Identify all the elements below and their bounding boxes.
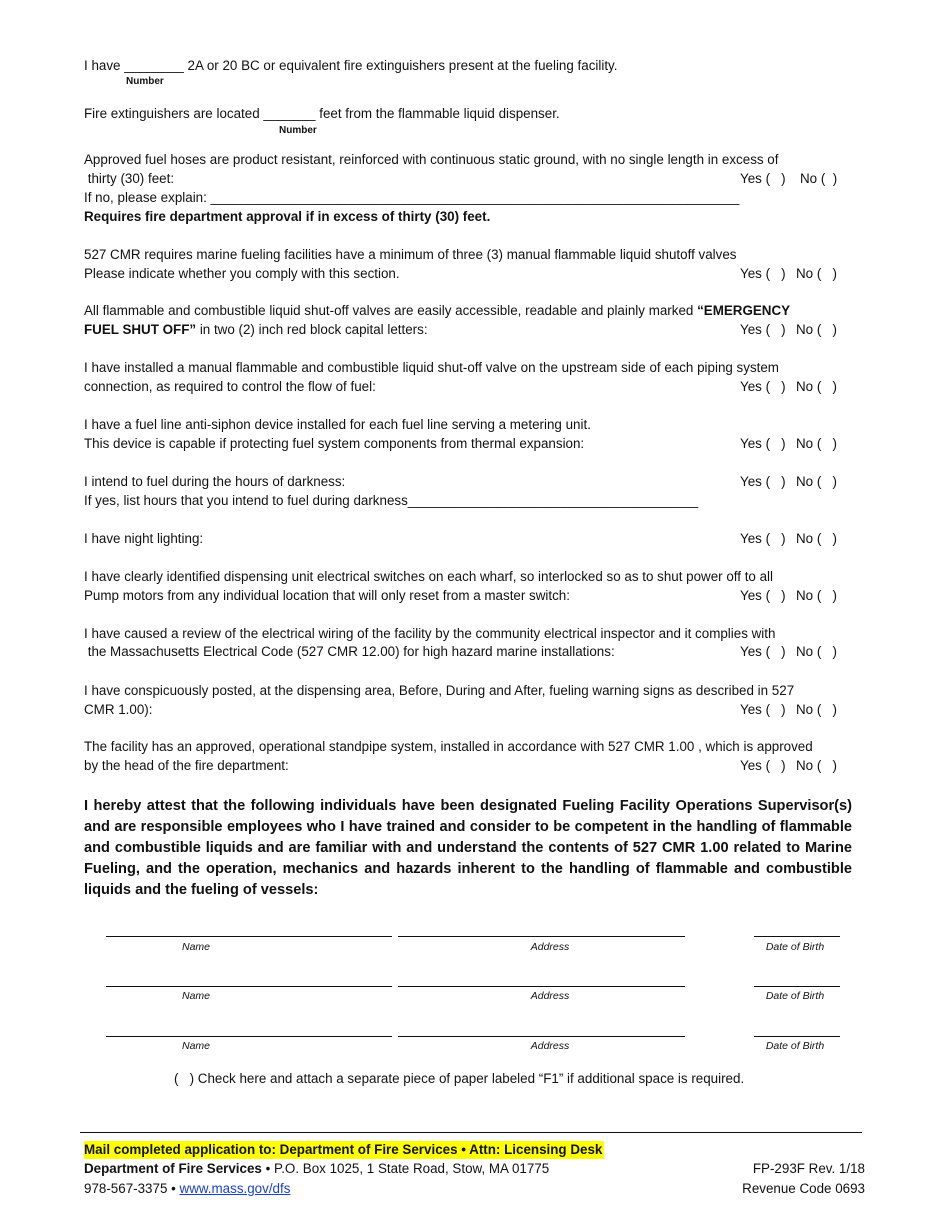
shutoff-valves-yes-checkbox[interactable]: Yes ( ) (740, 266, 786, 281)
standpipe-yes-checkbox[interactable]: Yes ( ) (740, 758, 786, 773)
fuel-hose-explain-field[interactable]: If no, please explain: _______________________________________________________________________ (84, 190, 740, 205)
address-field[interactable] (398, 936, 685, 937)
upstream-valve-question-cont: connection, as required to control the flow of fuel: (84, 379, 376, 394)
address-label: Address (530, 1040, 570, 1052)
darkness-fueling-yes-checkbox[interactable]: Yes ( ) (740, 474, 786, 489)
upstream-valve-question: I have installed a manual flammable and combustible liquid shut-off valve on the upstream side of each piping system (84, 360, 779, 375)
anti-siphon-question: I have a fuel line anti-siphon device installed for each fuel line serving a metering unit. (84, 417, 591, 432)
warning-signs-no-checkbox[interactable]: No ( ) (796, 702, 837, 717)
date-of-birth-field[interactable] (754, 1036, 840, 1037)
fuel-hose-question: Approved fuel hoses are product resistant, reinforced with continuous static ground, with no single length in excess of (84, 152, 779, 167)
electrical-switches-yes-checkbox[interactable]: Yes ( ) (740, 588, 786, 603)
standpipe-question: The facility has an approved, operational standpipe system, installed in accordance with 527 CMR 1.00 , which is approved (84, 739, 813, 754)
shutoff-valves-question-cont: Please indicate whether you comply with this section. (84, 266, 400, 281)
emergency-marking-question-cont: FUEL SHUT OFF” in two (2) inch red block capital letters: (84, 322, 428, 337)
electrical-switches-no-checkbox[interactable]: No ( ) (796, 588, 837, 603)
date-of-birth-field[interactable] (754, 986, 840, 987)
extinguisher-count-question: I have ________ 2A or 20 BC or equivalent fire extinguishers present at the fueling facility. (84, 58, 618, 73)
date-of-birth-label: Date of Birth (765, 941, 825, 953)
standpipe-question-cont: by the head of the fire department: (84, 758, 289, 773)
wiring-review-no-checkbox[interactable]: No ( ) (796, 644, 837, 659)
warning-signs-yes-checkbox[interactable]: Yes ( ) (740, 702, 786, 717)
darkness-fueling-question: I intend to fuel during the hours of darkness: (84, 474, 346, 489)
department-address: Department of Fire Services • P.O. Box 1025, 1 State Road, Stow, MA 01775 (84, 1161, 550, 1176)
name-label: Name (181, 941, 210, 953)
fuel-hose-no-checkbox[interactable]: No ( ) (800, 171, 838, 186)
name-label: Name (181, 1040, 210, 1052)
footer-divider (80, 1132, 862, 1133)
fuel-hose-question-cont: thirty (30) feet: (84, 171, 175, 186)
wiring-review-question: I have caused a review of the electrical wiring of the facility by the community electrical inspector and it complies with (84, 626, 776, 641)
darkness-fueling-no-checkbox[interactable]: No ( ) (796, 474, 837, 489)
night-lighting-question: I have night lighting: (84, 531, 204, 546)
fuel-hose-note: Requires fire department approval if in excess of thirty (30) feet. (84, 209, 491, 224)
wiring-review-yes-checkbox[interactable]: Yes ( ) (740, 644, 786, 659)
upstream-valve-no-checkbox[interactable]: No ( ) (796, 379, 837, 394)
website-link[interactable]: www.mass.gov/dfs (179, 1181, 291, 1196)
shutoff-valves-question: 527 CMR requires marine fueling facilities have a minimum of three (3) manual flammable liquid shutoff valves (84, 247, 737, 262)
contact-line (84, 1180, 290, 1198)
address-label: Address (530, 990, 570, 1002)
shutoff-valves-no-checkbox[interactable]: No ( ) (796, 266, 837, 281)
anti-siphon-no-checkbox[interactable]: No ( ) (796, 436, 837, 451)
anti-siphon-yes-checkbox[interactable]: Yes ( ) (740, 436, 786, 451)
electrical-switches-question: I have clearly identified dispensing unit electrical switches on each wharf, so interlocked so as to shut power off to all (84, 569, 773, 584)
warning-signs-question-cont: CMR 1.00): (84, 702, 153, 717)
night-lighting-yes-checkbox[interactable]: Yes ( ) (740, 531, 786, 546)
mail-to-banner: Mail completed application to: Department of Fire Services • Attn: Licensing Desk (84, 1142, 603, 1157)
additional-space-checkbox[interactable]: ( ) Check here and attach a separate piece of paper labeled “F1” if additional space is required. (174, 1071, 745, 1086)
address-field[interactable] (398, 1036, 685, 1037)
name-field[interactable] (106, 1036, 392, 1037)
name-label: Name (181, 990, 210, 1002)
date-of-birth-label: Date of Birth (765, 1040, 825, 1052)
night-lighting-no-checkbox[interactable]: No ( ) (796, 531, 837, 546)
emergency-marking-question: All flammable and combustible liquid shut-off valves are easily accessible, readable and plainly marked “EMERGENCY (84, 303, 791, 318)
phone-number: 978-567-3375 • (84, 1181, 180, 1196)
name-field[interactable] (106, 936, 392, 937)
date-of-birth-field[interactable] (754, 936, 840, 937)
emergency-marking-yes-checkbox[interactable]: Yes ( ) (740, 322, 786, 337)
number-sublabel: Number (279, 125, 317, 136)
standpipe-no-checkbox[interactable]: No ( ) (796, 758, 837, 773)
darkness-hours-field[interactable]: If yes, list hours that you intend to fuel during darkness_______________________________________ (84, 493, 699, 508)
upstream-valve-yes-checkbox[interactable]: Yes ( ) (740, 379, 786, 394)
warning-signs-question: I have conspicuously posted, at the dispensing area, Before, During and After, fueling warning signs as described in 527 (84, 683, 795, 698)
revenue-code: Revenue Code 0693 (742, 1181, 865, 1196)
address-label: Address (530, 941, 570, 953)
emergency-marking-no-checkbox[interactable]: No ( ) (796, 322, 837, 337)
anti-siphon-question-cont: This device is capable if protecting fuel system components from thermal expansion: (84, 436, 585, 451)
fuel-hose-yes-checkbox[interactable]: Yes ( ) (740, 171, 786, 186)
name-field[interactable] (106, 986, 392, 987)
wiring-review-question-cont: the Massachusetts Electrical Code (527 CMR 12.00) for high hazard marine installations: (84, 644, 615, 659)
extinguisher-distance-question: Fire extinguishers are located _______ feet from the flammable liquid dispenser. (84, 106, 560, 121)
date-of-birth-label: Date of Birth (765, 990, 825, 1002)
number-sublabel: Number (126, 76, 164, 87)
electrical-switches-question-cont: Pump motors from any individual location that will only reset from a master switch: (84, 588, 570, 603)
attestation-paragraph: I hereby attest that the following individuals have been designated Fueling Facility Operations Supervisor(s) and are responsible employees who I have trained and consider to be competent in the handling of flammable and combustible liquids and are familiar with and understand the contents of 527 CMR 1.00 related to Marine Fueling, and the operation, mechanics and hazards inherent to the handling of flammable and combustible liquids and the fueling of vessels: (84, 798, 852, 898)
address-field[interactable] (398, 986, 685, 987)
form-id: FP-293F Rev. 1/18 (752, 1161, 865, 1176)
